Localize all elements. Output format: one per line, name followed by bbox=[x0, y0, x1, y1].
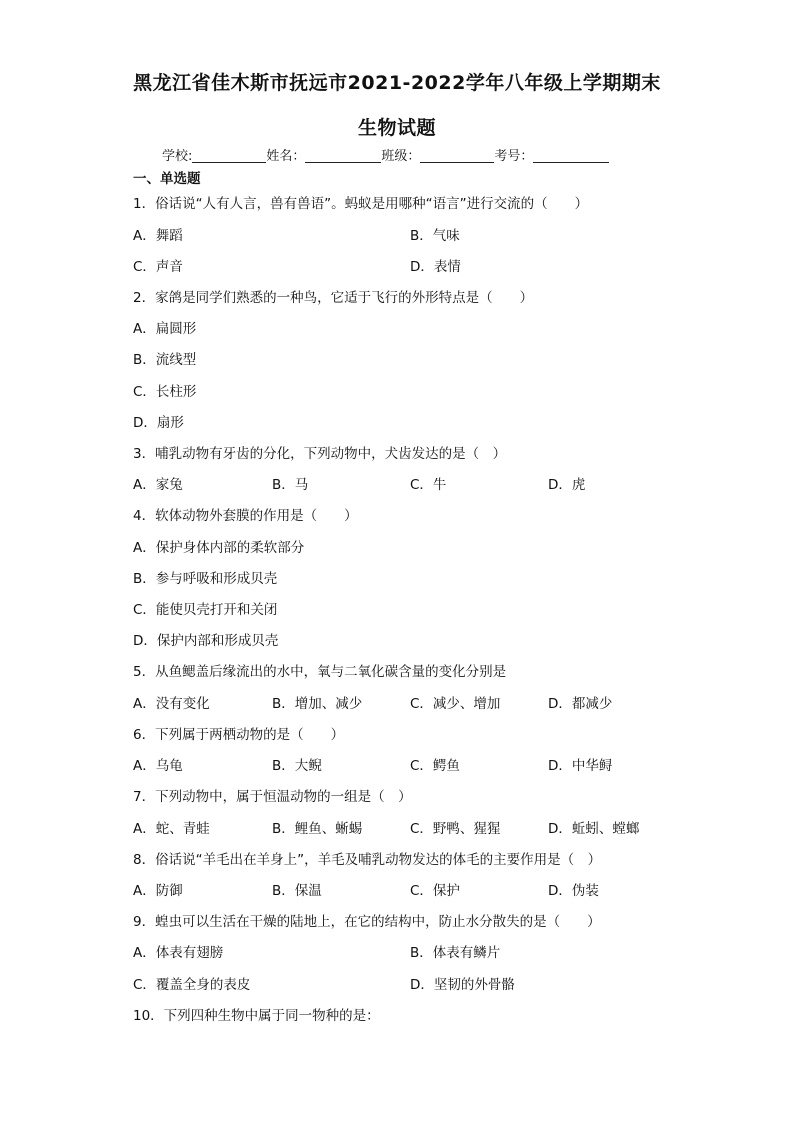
q1-option-d: D．表情 bbox=[410, 259, 461, 275]
student-info-line bbox=[162, 145, 609, 164]
q2-option-c: C．长柱形 bbox=[133, 384, 197, 400]
school-label: 学校: bbox=[162, 149, 193, 164]
exam-title: 黑龙江省佳木斯市抚远市2021-2022学年八年级上学期期末 bbox=[133, 72, 661, 94]
question-6: 6．下列属于两栖动物的是（ ） bbox=[133, 727, 345, 743]
q8-option-c: C．保护 bbox=[410, 883, 460, 899]
q2-option-a: A．扁圆形 bbox=[133, 321, 197, 337]
q9-option-c: C．覆盖全身的表皮 bbox=[133, 977, 251, 993]
q9-option-a: A．体表有翅膀 bbox=[133, 945, 224, 961]
q5-option-b: B．增加、减少 bbox=[272, 696, 363, 712]
q5-option-c: C．减少、增加 bbox=[410, 696, 501, 712]
q3-option-a: A．家兔 bbox=[133, 477, 183, 493]
section-heading: 一、单选题 bbox=[133, 171, 201, 187]
q2-option-b: B．流线型 bbox=[133, 352, 197, 368]
q7-option-a: A．蛇、青蛙 bbox=[133, 821, 210, 837]
q5-option-a: A．没有变化 bbox=[133, 696, 210, 712]
question-8: 8．俗话说“羊毛出在羊身上”，羊毛及哺乳动物发达的体毛的主要作用是（ ） bbox=[133, 852, 602, 868]
question-9: 9．蝗虫可以生活在干燥的陆地上，在它的结构中，防止水分散失的是（ ） bbox=[133, 914, 601, 930]
q4-option-a: A．保护身体内部的柔软部分 bbox=[133, 540, 305, 556]
question-3: 3．哺乳动物有牙齿的分化，下列动物中，犬齿发达的是（ ） bbox=[133, 446, 507, 462]
q7-option-d: D．蚯蚓、螳螂 bbox=[548, 821, 640, 837]
q9-option-b: B．体表有鳞片 bbox=[410, 945, 501, 961]
q6-option-a: A．乌龟 bbox=[133, 758, 183, 774]
q9-option-d: D．坚韧的外骨骼 bbox=[410, 977, 515, 993]
q7-option-c: C．野鸭、猩猩 bbox=[410, 821, 501, 837]
q3-option-d: D．虎 bbox=[548, 477, 586, 493]
q7-option-b: B．鲤鱼、蜥蜴 bbox=[272, 821, 363, 837]
number-blank bbox=[533, 148, 609, 163]
class-blank bbox=[420, 148, 494, 163]
q8-option-a: A．防御 bbox=[133, 883, 183, 899]
q1-option-a: A．舞蹈 bbox=[133, 228, 183, 244]
q3-option-b: B．马 bbox=[272, 477, 309, 493]
q5-option-d: D．都减少 bbox=[548, 696, 613, 712]
q4-option-d: D．保护内部和形成贝壳 bbox=[133, 633, 279, 649]
question-1: 1．俗话说“人有人言，兽有兽语”。蚂蚁是用哪种“语言”进行交流的（ ） bbox=[133, 196, 589, 212]
q8-option-b: B．保温 bbox=[272, 883, 322, 899]
number-label: 考号： bbox=[494, 149, 534, 164]
q6-option-d: D．中华鲟 bbox=[548, 758, 613, 774]
name-label: 姓名： bbox=[266, 149, 306, 164]
question-7: 7．下列动物中，属于恒温动物的一组是（ ） bbox=[133, 789, 412, 805]
question-2: 2．家鸽是同学们熟悉的一种鸟，它适于飞行的外形特点是（ ） bbox=[133, 290, 534, 306]
school-blank bbox=[192, 148, 266, 163]
question-5: 5．从鱼鳃盖后缘流出的水中，氧与二氧化碳含量的变化分别是 bbox=[133, 664, 507, 680]
q8-option-d: D．伪装 bbox=[548, 883, 599, 899]
q1-option-b: B．气味 bbox=[410, 228, 460, 244]
q6-option-b: B．大鲵 bbox=[272, 758, 322, 774]
q1-option-c: C．声音 bbox=[133, 259, 183, 275]
q6-option-c: C．鳄鱼 bbox=[410, 758, 460, 774]
q3-option-c: C．牛 bbox=[410, 477, 447, 493]
q2-option-d: D．扇形 bbox=[133, 415, 184, 431]
class-label: 班级： bbox=[381, 149, 421, 164]
q4-option-c: C．能使贝壳打开和关闭 bbox=[133, 602, 278, 618]
q4-option-b: B．参与呼吸和形成贝壳 bbox=[133, 571, 278, 587]
question-10: 10．下列四种生物中属于同一物种的是： bbox=[133, 1008, 380, 1024]
name-blank bbox=[305, 148, 381, 163]
exam-subtitle: 生物试题 bbox=[357, 117, 436, 139]
question-4: 4．软体动物外套膜的作用是（ ） bbox=[133, 508, 358, 524]
